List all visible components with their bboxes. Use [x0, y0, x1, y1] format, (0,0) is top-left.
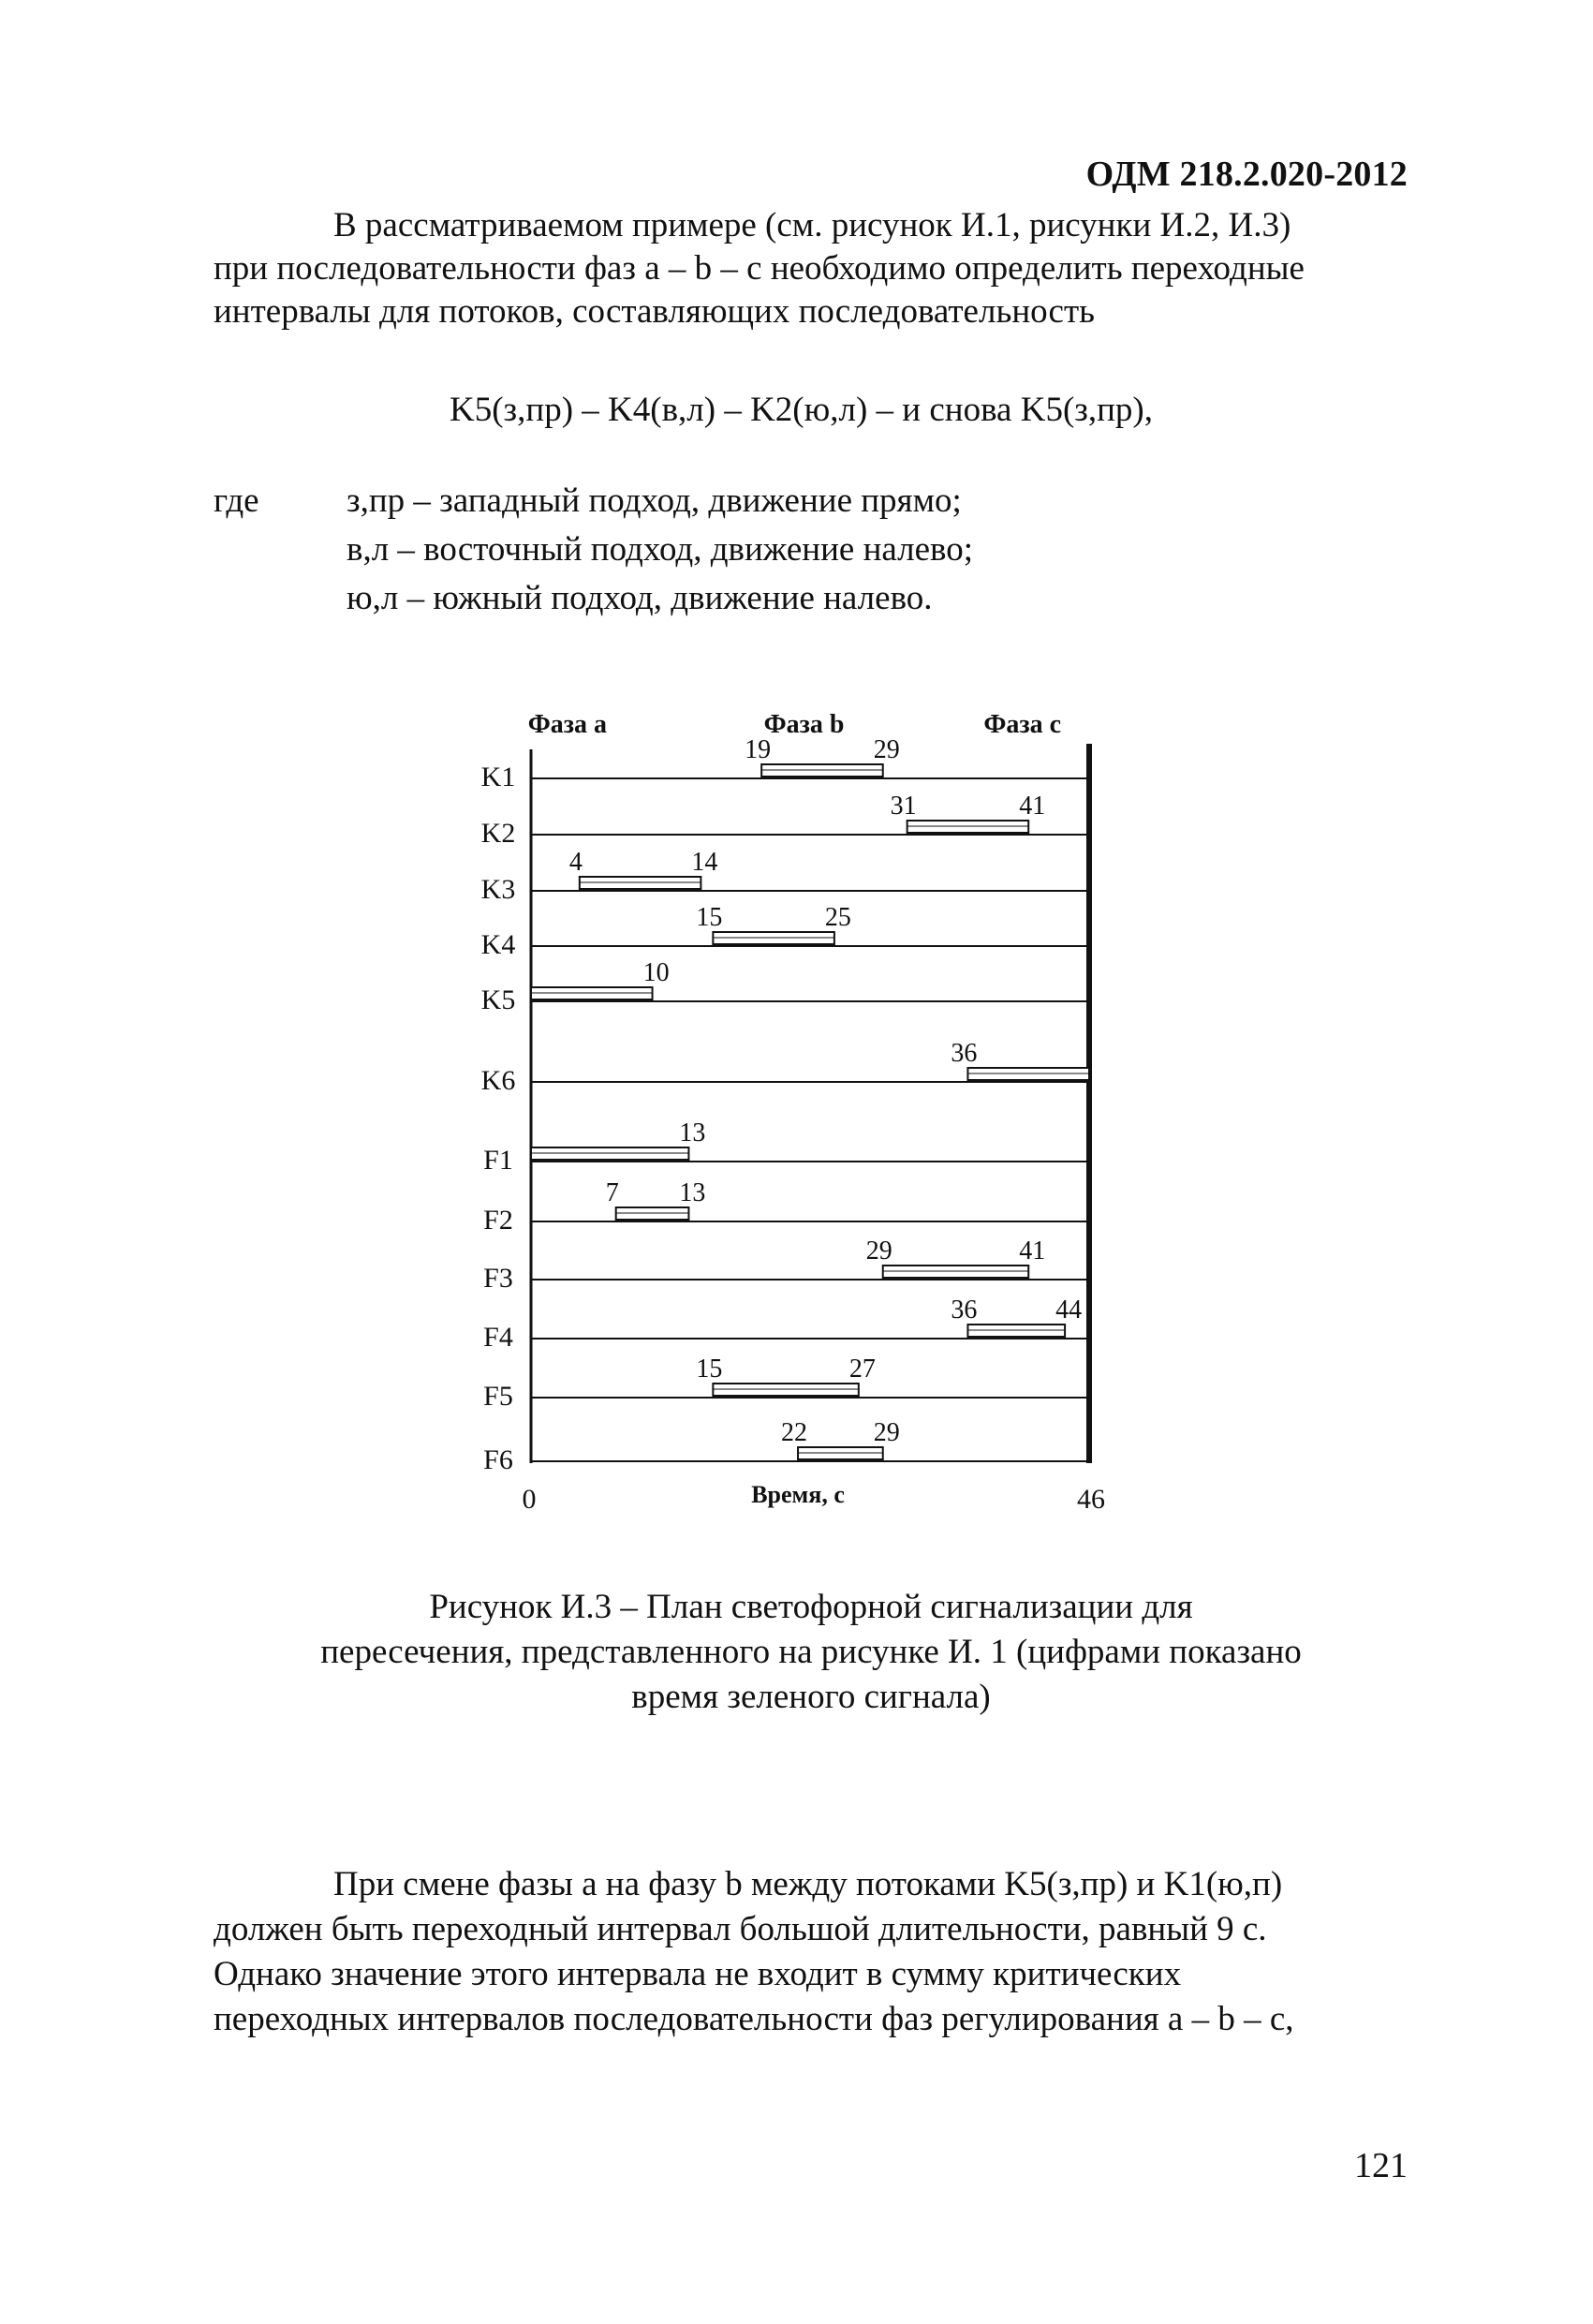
end-label: 13: [679, 1118, 706, 1147]
end-label: 13: [679, 1178, 706, 1207]
figure-caption: [214, 1585, 1409, 1720]
intro-line: при последовательности фаз a – b – c необходимо определить переходные: [214, 249, 1305, 288]
signal-timing-chart: [450, 693, 1124, 1517]
row-label-k6: K6: [480, 1065, 516, 1096]
body-line: При смене фазы a на фазу b между потоками K5(з,пр) и K1(ю,п): [333, 1865, 1283, 1903]
row-label-f1: F1: [483, 1145, 513, 1176]
caption-line: время зеленого сигнала): [631, 1678, 991, 1716]
row-label-f4: F4: [483, 1322, 513, 1353]
end-label: 14: [691, 848, 718, 877]
start-label: 36: [951, 1039, 978, 1068]
where-item: ю,л – южный подход, движение налево.: [347, 579, 933, 617]
where-label: где: [214, 481, 259, 520]
start-label: 36: [951, 1295, 978, 1325]
intro-line: В рассматриваемом примере (см. рисунок И.1, рисунки И.2, И.3): [333, 206, 1291, 244]
end-label: 41: [1019, 1236, 1046, 1266]
page-number: 121: [1354, 2146, 1408, 2185]
caption-line: пересечения, представленного на рисунке И. 1 (цифрами показано: [320, 1633, 1302, 1671]
row-label-k3: K3: [480, 874, 516, 905]
intro-line: интервалы для потоков, составляющих последовательность: [214, 292, 1096, 331]
start-label: 4: [568, 848, 583, 877]
start-label: 7: [605, 1178, 619, 1207]
body-line: должен быть переходный интервал большой длительности, равный 9 с.: [214, 1910, 1267, 1948]
phase-label: Фаза c: [983, 710, 1062, 739]
row-label-f3: F3: [483, 1263, 513, 1294]
end-label: 29: [873, 1418, 900, 1447]
end-label: 44: [1055, 1295, 1083, 1325]
row-label-k4: K4: [480, 929, 516, 960]
start-label: 15: [696, 903, 723, 932]
body-line: переходных интервалов последовательности фаз регулирования a – b – c,: [214, 2000, 1294, 2038]
body-paragraph: [214, 1862, 1409, 2042]
start-label: 15: [696, 1354, 723, 1384]
phase-label: Фаза a: [527, 710, 608, 739]
document-id: ОДМ 218.2.020-2012: [1085, 155, 1408, 194]
x-tick-label: 0: [522, 1484, 537, 1515]
intro-paragraph: [214, 204, 1409, 333]
row-label-f6: F6: [483, 1444, 513, 1475]
start-label: 29: [865, 1236, 892, 1266]
row-label-k2: K2: [480, 818, 516, 849]
phase-sequence-formula: K5(з,пр) – K4(в,л) – K2(ю,л) – и снова K5(з,пр),: [450, 391, 1154, 429]
x-axis-label: Время, с: [751, 1481, 845, 1508]
row-label-k5: K5: [480, 984, 516, 1015]
body-line: Однако значение этого интервала не входит в сумму критических: [214, 1955, 1182, 1993]
start-label: 31: [890, 792, 917, 821]
end-label: 10: [642, 958, 670, 987]
row-label-k1: K1: [480, 762, 516, 792]
row-label-f2: F2: [483, 1205, 513, 1236]
where-item: з,пр – западный подход, движение прямо;: [347, 481, 962, 520]
start-label: 19: [745, 735, 772, 764]
end-label: 29: [873, 735, 900, 764]
end-label: 27: [848, 1354, 876, 1384]
row-label-f5: F5: [483, 1381, 513, 1412]
phase-label: Фаза b: [763, 710, 845, 739]
start-label: 22: [781, 1418, 808, 1447]
where-item: в,л – восточный подход, движение налево;: [347, 530, 973, 569]
end-label: 25: [824, 903, 851, 932]
end-label: 41: [1019, 792, 1046, 821]
x-tick-label: 46: [1077, 1484, 1105, 1515]
caption-line: Рисунок И.3 – План светофорной сигнализации для: [429, 1588, 1193, 1626]
